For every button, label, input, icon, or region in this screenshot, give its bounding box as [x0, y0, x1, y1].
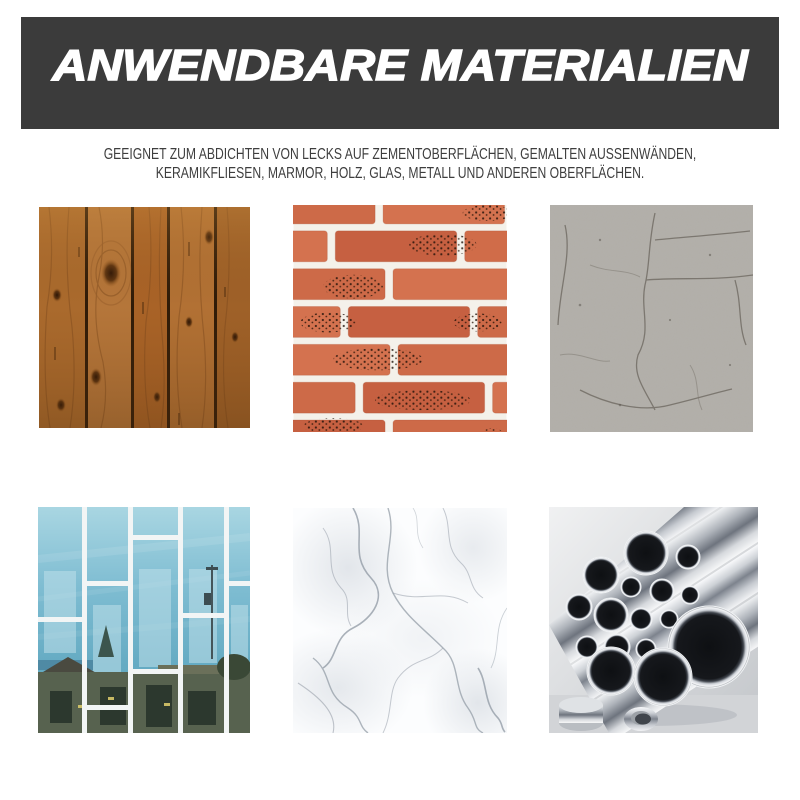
- material-photo-concrete: [550, 205, 753, 432]
- wood-planks-texture: [39, 207, 250, 428]
- concrete-texture: [550, 205, 753, 432]
- material-photo-glass-facade: [38, 507, 250, 733]
- material-photo-marble: [293, 508, 507, 733]
- material-photo-steel-pipes: [549, 507, 758, 733]
- page-title: ANWENDBARE MATERIALIEN: [52, 41, 748, 90]
- material-photo-brick-wall: [293, 205, 507, 432]
- header-banner: [21, 17, 779, 129]
- glass-window-texture: [38, 507, 250, 733]
- material-photo-wood-planks: [39, 207, 250, 428]
- subtitle: [96, 146, 704, 183]
- steel-pipes-texture: [549, 507, 758, 733]
- marble-texture: [293, 508, 507, 733]
- subtitle-line-2: KERAMIKFLIESEN, MARMOR, HOLZ, GLAS, METALL UND ANDEREN OBERFLÄCHEN.: [155, 164, 645, 182]
- subtitle-line-1: GEEIGNET ZUM ABDICHTEN VON LECKS AUF ZEMENTOBERFLÄCHEN, GEMALTEN AUSSENWÄNDEN,: [103, 146, 697, 163]
- brick-wall-texture: [293, 205, 507, 432]
